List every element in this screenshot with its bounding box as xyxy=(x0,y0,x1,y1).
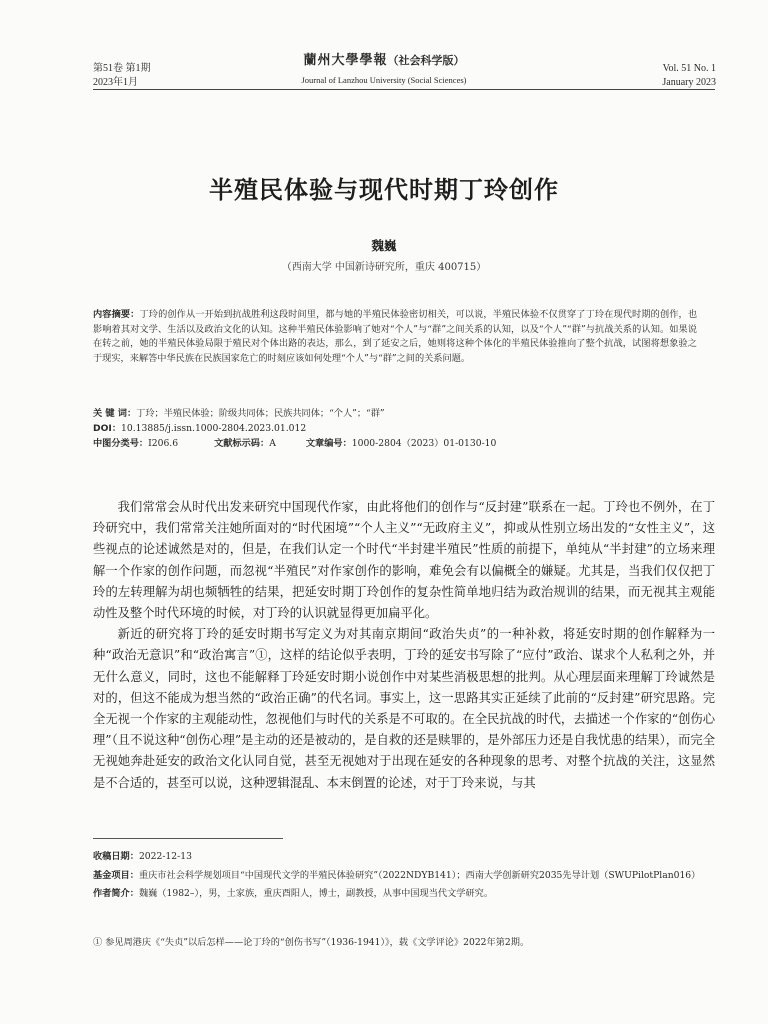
abstract-label: 内容摘要： xyxy=(93,309,140,320)
received-label: 收稿日期： xyxy=(93,851,139,862)
author-bio-label: 作者简介： xyxy=(93,888,139,899)
journal-masthead xyxy=(0,52,768,87)
received-date xyxy=(93,850,715,865)
header-divider xyxy=(93,89,715,90)
article-title: 半殖民体验与现代时期丁玲创作 xyxy=(209,176,559,204)
keywords xyxy=(93,407,385,421)
author-affiliation: （西南大学 中国新诗研究所，重庆 400715） xyxy=(281,262,487,273)
abstract xyxy=(93,308,697,366)
footnote-1: ① 参见周港庆《“失贞”以后怎样——论丁玲的“创伤书写”（1936-1941）》，载《文学评论》2022年第2期。 xyxy=(93,937,530,948)
header-volume-en xyxy=(662,62,716,90)
doi xyxy=(93,422,306,436)
clc-value: I206.6 xyxy=(148,438,179,449)
journal-title-cn xyxy=(0,52,768,69)
keywords-label: 关 键 词： xyxy=(93,408,137,419)
volume-issue-cn: 第51卷 第1期 xyxy=(93,63,151,74)
classification-line xyxy=(93,437,496,451)
volume-issue-en: Vol. 51 No. 1 xyxy=(662,63,716,74)
doc-code-value: A xyxy=(269,438,276,449)
doc-code-label: 文献标示码： xyxy=(214,438,270,449)
fund-value: 重庆市社会科学规划项目“中国现代文学的半殖民体验研究”（2022NDYB141）；西南大学创新研究2035先导计划（SWUPilotPlan016） xyxy=(138,869,701,881)
doi-text: 10.13885/j.issn.1000-2804.2023.01.012 xyxy=(121,423,307,434)
article-notes xyxy=(93,850,715,906)
fund-info xyxy=(93,869,715,884)
article-number-value: 1000-2804（2023）01-0130-10 xyxy=(351,438,497,449)
footnote-divider xyxy=(93,838,283,839)
date-cn: 2023年1月 xyxy=(93,77,138,88)
keywords-text: 丁玲；半殖民体验；阶级共同体；民族共同体；“个人”；“群” xyxy=(136,408,385,419)
article-author: 魏巍 xyxy=(371,238,397,253)
received-value: 2022-12-13 xyxy=(138,851,192,862)
article-number-label: 文章编号： xyxy=(305,438,352,449)
journal-name-cn: 蘭州大學學報 xyxy=(303,52,388,67)
journal-edition-cn: （社会科学版） xyxy=(387,55,465,67)
fund-label: 基金项目： xyxy=(93,869,139,881)
author-bio-value: 魏巍（1982–），男，土家族，重庆酉阳人，博士，副教授，从事中国现当代文学研究。 xyxy=(138,888,494,899)
journal-title-en: Journal of Lanzhou University (Social Sciences) xyxy=(301,75,467,85)
body-paragraph-2: 新近的研究将丁玲的延安时期书写定义为对其南京期间“政治失贞”的一种补救，将延安时期的创作解释为一种“政治无意识”和“政治寓言”①，这样的结论似乎表明，丁玲的延安书写除了“应付”政治、谋求个人私利之外，并无什么意义，同时，这也不能解释丁玲延安时期小说创作中对某些消极思想的批判。从心理层面来理解丁玲诚然是对的，但这不能成为想当然的“政治正确”的代名词。事实上，这一思路其实正延续了此前的“反封建”研究思路。完全无视一个作家的主观能动性，忽视他们与时代的关系是不可取的。在全民抗战的时代，去描述一个作家的“创伤心理”（且不说这种“创伤心理”是主动的还是被动的，是自救的还是赎罪的，是外部压力还是自我忧患的结果），而完全无视她奔赴延安的政治文化认同自觉，甚至无视她对于出现在延安的各种现象的思考、对整个抗战的关注，这显然是不合适的，甚至可以说，这种逻辑混乱、本末倒置的论述，对于丁玲来说，与其 xyxy=(93,627,715,790)
date-en: January 2023 xyxy=(662,77,716,88)
clc-label: 中图分类号： xyxy=(93,438,149,449)
abstract-text: 丁玲的创作从一开始到抗战胜利这段时间里，都与她的半殖民体验密切相关，可以说，半殖民体验不仅贯穿了丁玲在现代时期的创作，也影响着其对文学、生活以及政治文化的认知。这种半殖民体验影响了她对“个人”与“群”之间关系的认知，以及“个人”“群”与抗战关系的认知。如果说在转之前，她的半殖民体验局限于殖民对个体出路的表达，那么，到了延安之后，她则将这种个体化的半殖民体验推向了整个抗战，试图将想象验之于现实，来解答中华民族在民族国家危亡的时刻应该如何处理“个人”与“群”之间的关系问题。 xyxy=(93,309,698,364)
author-bio xyxy=(93,887,715,902)
body-paragraph-1: 我们常常会从时代出发来研究中国现代作家，由此将他们的创作与“反封建”联系在一起。丁玲也不例外，在丁玲研究中，我们常常关注她所面对的“时代困境”“个人主义”“无政府主义”，抑或从性别立场出发的“女性主义”，这些视点的论述诚然是对的，但是，在我们认定一个时代“半封建半殖民”性质的前提下，单纯从“半封建”的立场来理解一个作家的创作问题，而忽视“半殖民”对作家创作的影响，难免会有以偏概全的嫌疑。尤其是，当我们仅仅把丁玲的左转理解为胡也频牺牲的结果，把延安时期丁玲创作的复杂性简单地归结为政治规训的结果，而无视其主观能动性及整个时代环境的时候，对丁玲的认识就显得更加扁平化。 xyxy=(93,500,715,621)
body-text xyxy=(93,497,715,794)
doi-label: DOI： xyxy=(93,423,122,434)
